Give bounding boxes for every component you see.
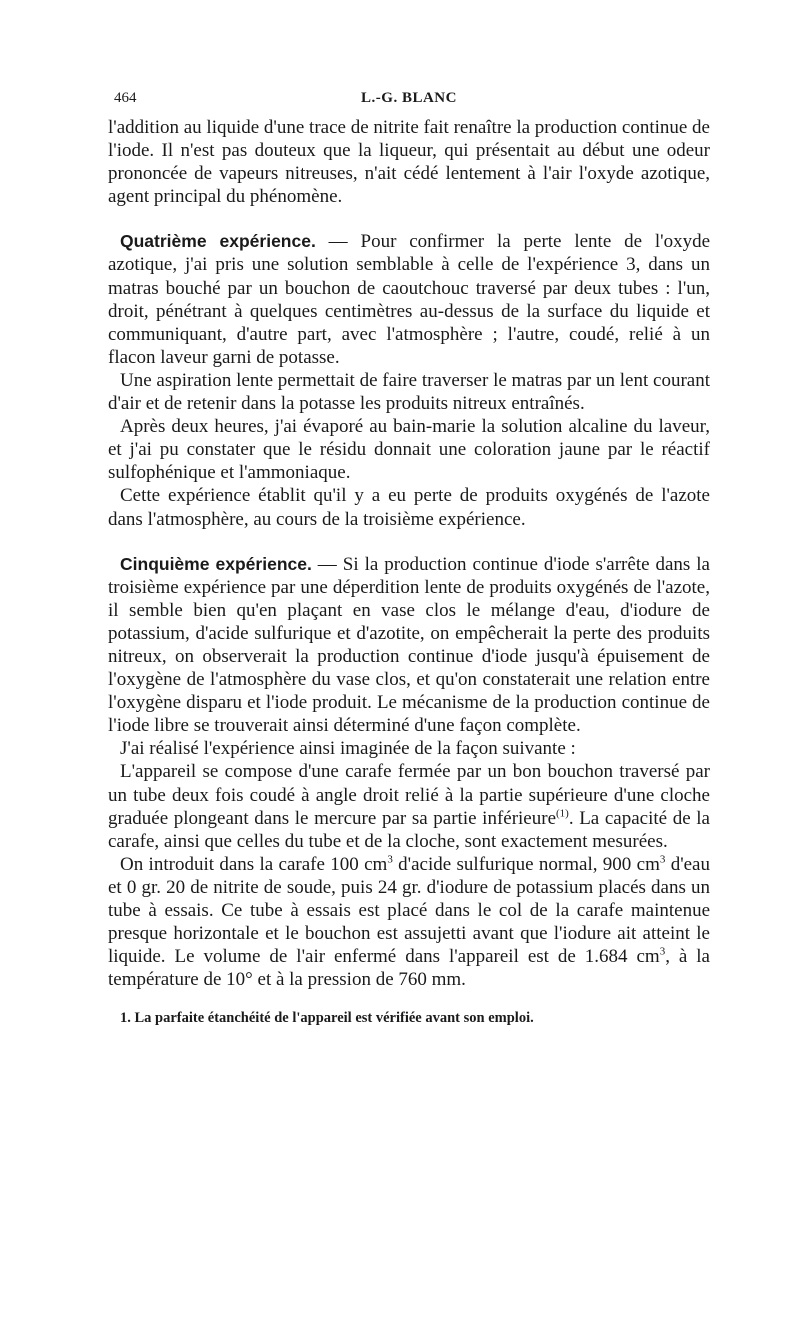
- paragraph-text: On introduit dans la carafe 100 cm: [120, 853, 388, 875]
- superscript: 3: [659, 853, 666, 866]
- paragraph-fourth-experiment: [108, 230, 710, 369]
- paragraph-4: Après deux heures, j'ai évaporé au bain-marie la solution alcaline du laveur, et j'ai pu constater que le résidu donnait une coloration jaune par le réactif sulfophénique et l'ammoniaque.: [108, 416, 710, 484]
- footnote-reference: (1): [556, 807, 569, 820]
- paragraph-text: d'eau et 0 gr. 20 de nitrite de soude, puis 24 gr. d'iodure de potassium placés dans un tube à essais. Ce tube à essais est placé dans le col de la carafe maintenue presque horizontale et le bouchon est assujetti avant que l'iodure ait atteint le liquide. Le volume de l'air enfermé dans l'appareil est de 1.684 cm: [108, 853, 710, 968]
- footnote: 1. La parfaite étanchéité de l'appareil est vérifiée avant son emploi.: [120, 1010, 534, 1027]
- paragraph-9: [108, 853, 710, 992]
- paragraph-fifth-experiment: [108, 553, 710, 738]
- paragraph-5: Cette expérience établit qu'il y a eu perte de produits oxygénés de l'azote dans l'atmosphère, au cours de la troisième expérience.: [108, 485, 710, 530]
- superscript: 3: [387, 853, 393, 866]
- paragraph-7: J'ai réalisé l'expérience ainsi imaginée de la façon suivante :: [120, 738, 576, 760]
- paragraph-3: Une aspiration lente permettait de faire traverser le matras par un lent courant d'air et de retenir dans la potasse les produits nitreux entraînés.: [108, 369, 710, 415]
- section-title-fourth-experiment: Quatrième expérience.: [120, 231, 316, 252]
- paragraph-text: , à la température de 10° et à la pression de 760 mm.: [108, 946, 710, 991]
- running-head-author: L.-G. BLANC: [361, 90, 457, 106]
- paragraph-text: L'appareil se compose d'une carafe fermée par un bon bouchon traversé par un tube deux fois coudé à angle droit relié à la partie supérieure d'une cloche graduée plongeant dans le mercure par sa partie inférieure: [108, 761, 710, 829]
- body-text: [108, 116, 710, 991]
- paragraph-text: — Si la production continue d'iode s'arrête dans la troisième expérience par une déperdition lente de produits oxygénés de l'azote, il semble bien qu'en plaçant en vase clos le mélange d'eau, d'iodure de potassium, d'acide sulfurique et d'azotite, on empêcherait la perte des produits nitreux, on observerait la production continue d'iode jusqu'à épuisement de l'oxygène de l'atmosphère du vase clos, et qu'on constaterait une relation entre l'oxygène disparu et l'iode produit. Le mécanisme de la production continue de l'iode libre se trouverait ainsi déterminé d'une façon complète.: [108, 553, 710, 737]
- book-page: [108, 90, 710, 1027]
- paragraph-8: [108, 760, 710, 852]
- paragraph-1: l'addition au liquide d'une trace de nitrite fait renaître la production continue de l'iode. Il n'est pas douteux que la liqueur, qui présentait au début une odeur prononcée de vapeurs nitreuses, n'ait cédé lentement à l'air l'oxyde azotique, agent principal du phénomène.: [108, 117, 710, 208]
- superscript: 3: [659, 945, 666, 958]
- paragraph-text: . La capacité de la carafe, ainsi que celles du tube et de la cloche, sont exactement mesurées.: [108, 807, 710, 852]
- paragraph-text: d'acide sulfurique normal, 900 cm: [392, 853, 660, 875]
- section-title-fifth-experiment: Cinquième expérience.: [120, 553, 312, 574]
- running-head: [108, 90, 710, 112]
- page-number: 464: [114, 90, 137, 106]
- paragraph-text: — Pour confirmer la perte lente de l'oxyde azotique, j'ai pris une solution semblable à celle de l'expérience 3, dans un matras bouché par un bouchon de caoutchouc traversé par deux tubes : l'un, droit, pénétrant à quelques centimètres au-dessus de la surface du liquide et communiquant, d'autre part, avec l'atmosphère ; l'autre, coudé, relié à un flacon laveur garni de potasse.: [108, 231, 710, 368]
